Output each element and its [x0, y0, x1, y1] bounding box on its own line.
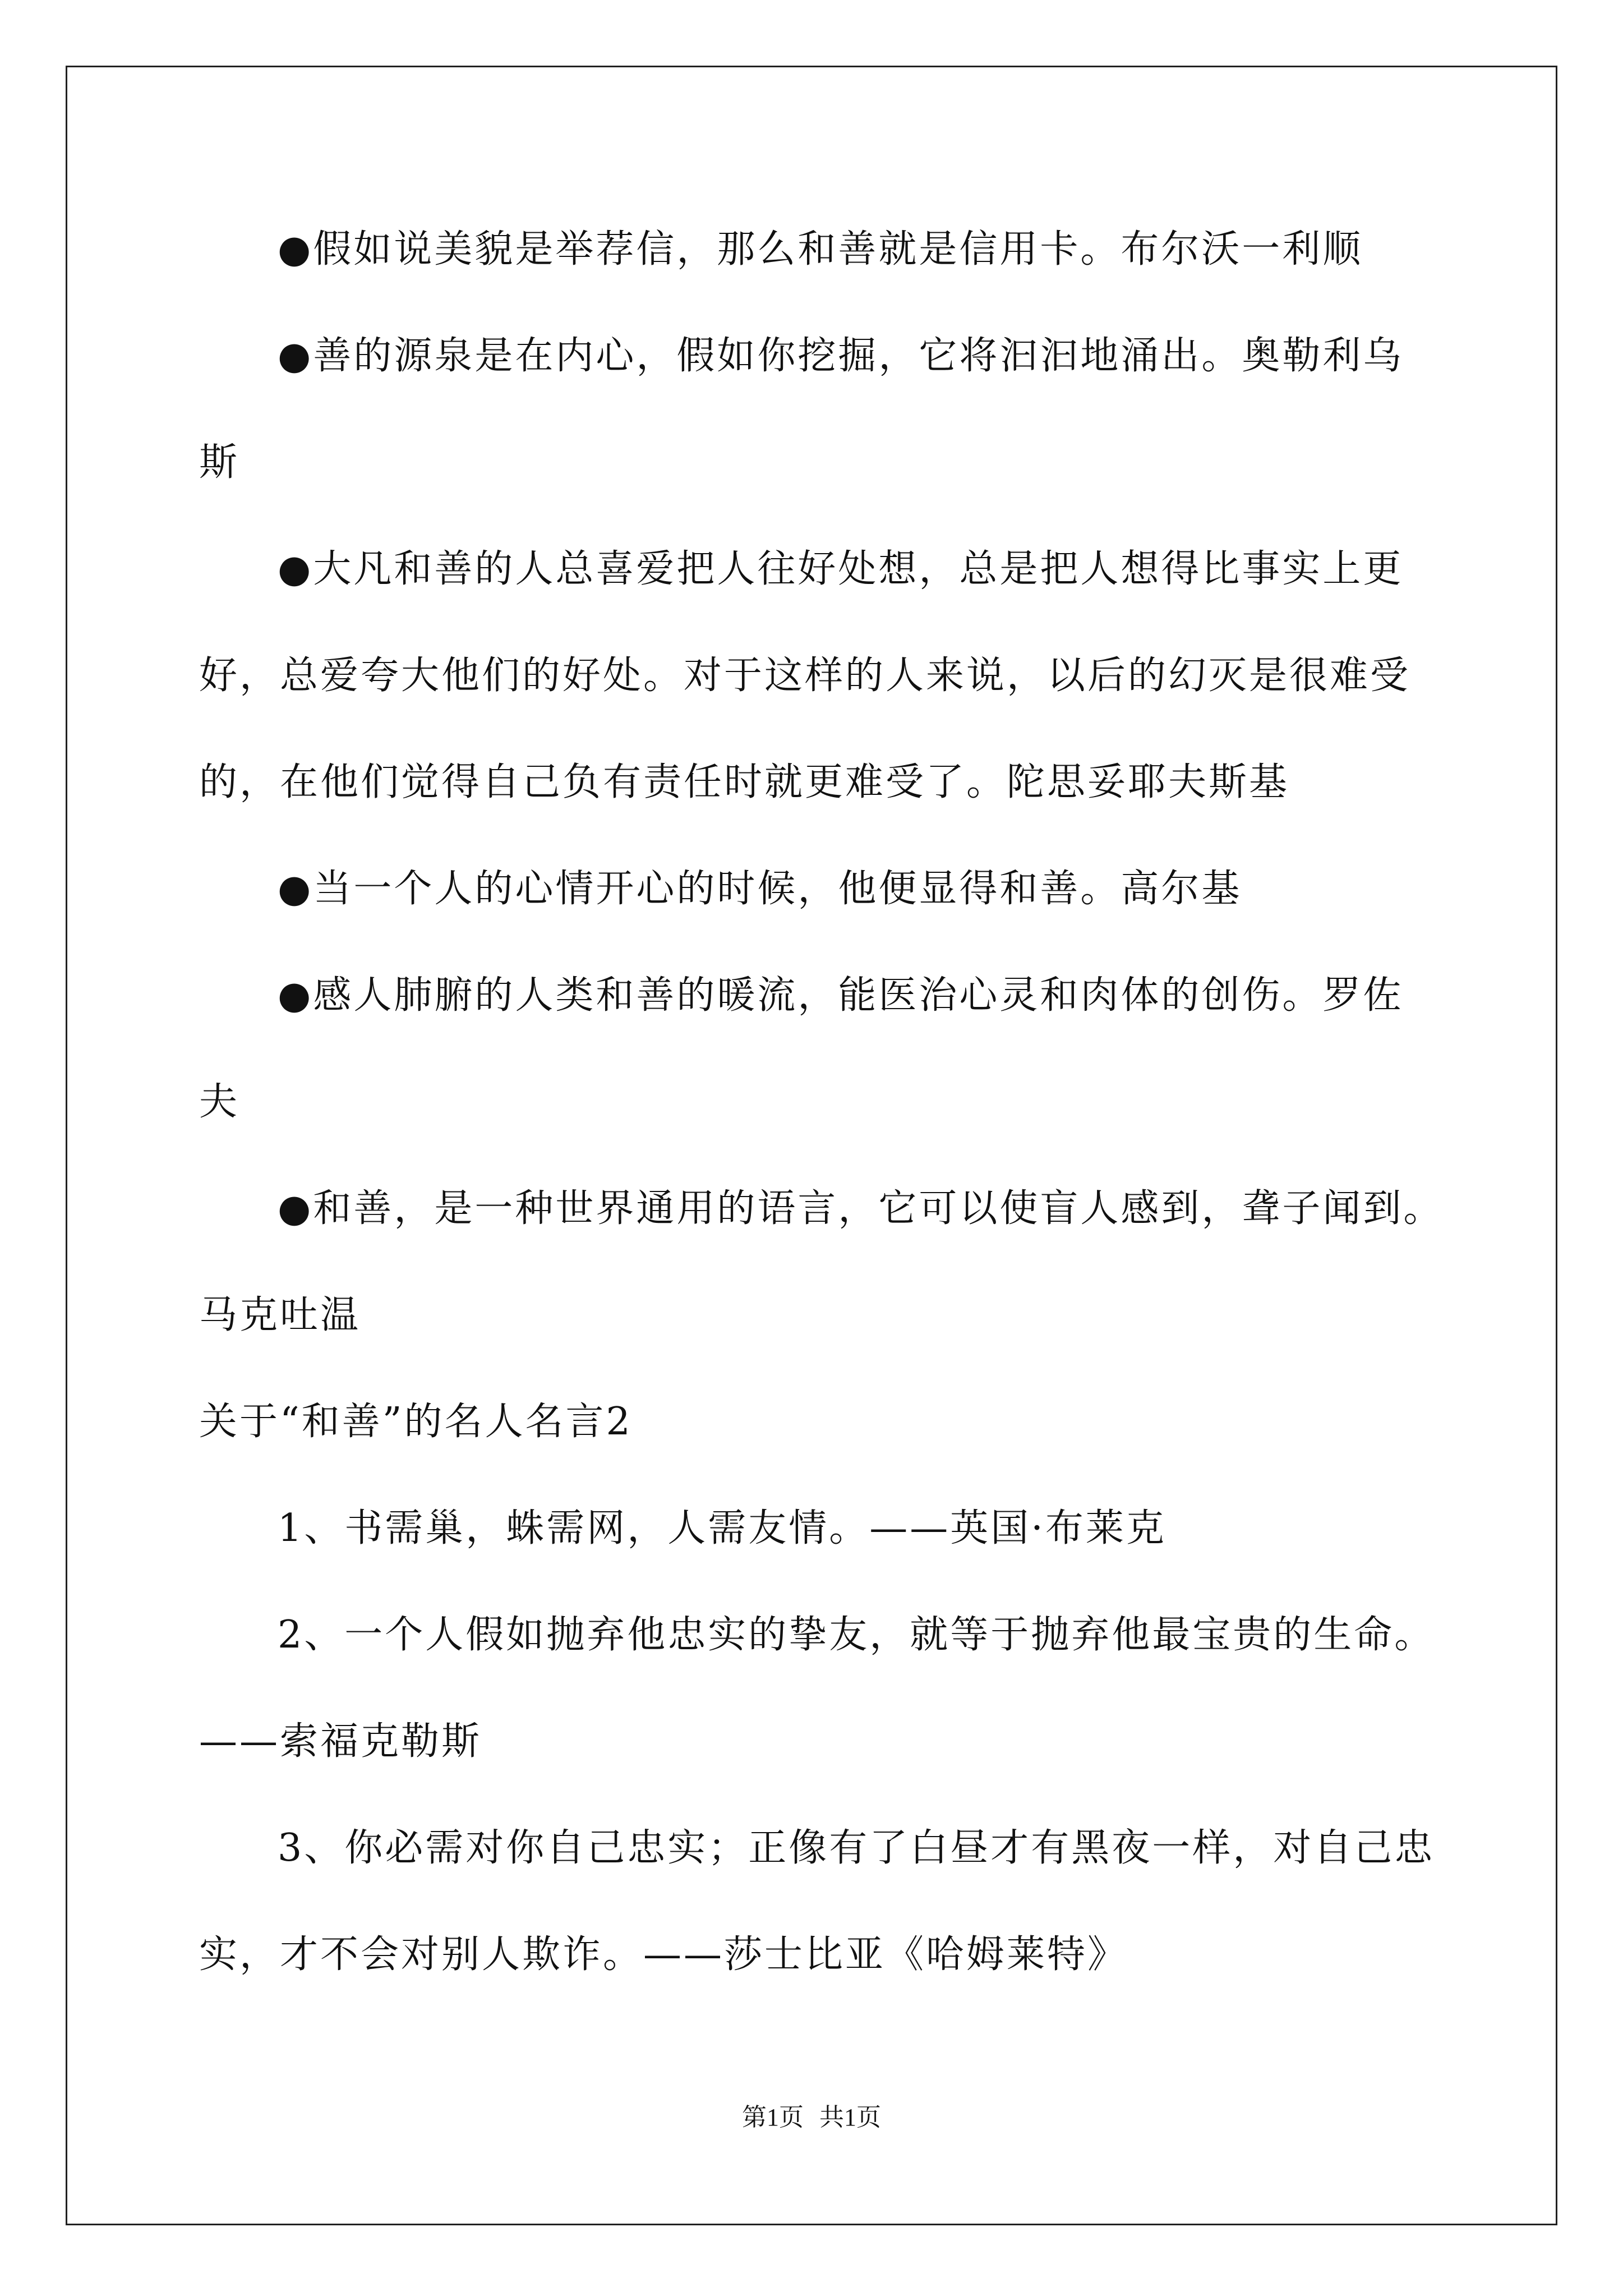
quote-line: ●善的源泉是在内心，假如你挖掘，它将汩汩地涌出。奥勒利乌: [278, 334, 1404, 378]
quote-line: 马克吐温: [199, 1293, 361, 1337]
page-number: 第1页: [742, 2104, 804, 2131]
quote-line: ●大凡和善的人总喜爱把人往好处想，总是把人想得比事实上更: [278, 547, 1404, 591]
quote-line: ——索福克勒斯: [199, 1719, 482, 1764]
quote-line: 好，总爱夸大他们的好处。对于这样的人来说，以后的幻灭是很难受: [199, 654, 1411, 698]
quote-line: ●假如说美貌是举荐信，那么和善就是信用卡。布尔沃一利顺: [278, 227, 1363, 272]
quote-line: ●当一个人的心情开心的时候，他便显得和善。高尔基: [278, 867, 1242, 911]
quote-line: 实，才不会对别人欺诈。——莎士比亚《哈姆莱特》: [199, 1932, 1128, 1977]
quote-line: 2、一个人假如抛弃他忠实的挚友，就等于抛弃他最宝贵的生命。: [278, 1613, 1435, 1657]
page-footer: [0, 2101, 1623, 2134]
page-total: 共1页: [819, 2104, 881, 2131]
quote-line: ●和善，是一种世界通用的语言，它可以使盲人感到，聋子闻到。: [278, 1186, 1444, 1231]
quote-line: 夫: [199, 1080, 240, 1124]
quote-line: 斯: [199, 440, 240, 485]
quote-line: 1、书需巢，蛛需网，人需友情。——英国·布莱克: [278, 1506, 1166, 1550]
page-border: [66, 66, 1557, 2225]
section-heading: 关于“和善”的名人名言2: [199, 1400, 633, 1444]
quote-line: 3、你必需对你自己忠实；正像有了白昼才有黑夜一样，对自己忠: [278, 1826, 1435, 1870]
quote-line: ●感人肺腑的人类和善的暖流，能医治心灵和肉体的创伤。罗佐: [278, 973, 1404, 1018]
quote-line: 的，在他们觉得自己负有责任时就更难受了。陀思妥耶夫斯基: [199, 760, 1290, 804]
